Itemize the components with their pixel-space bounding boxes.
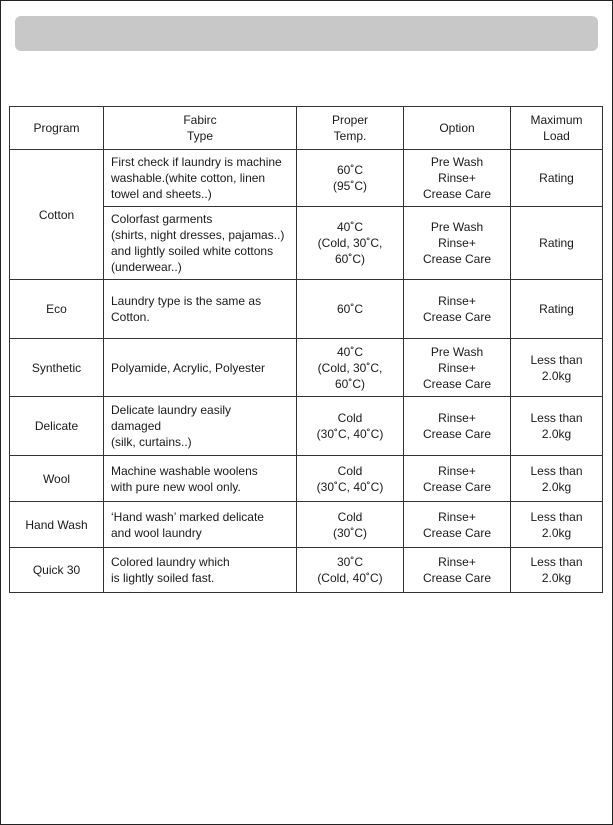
program-cell: Wool [10,456,104,502]
header-option: Option [404,107,511,150]
program-cell: Synthetic [10,339,104,397]
fabric-cell: Machine washable woolens with pure new wool only. [104,456,297,502]
load-cell: Rating [511,207,603,280]
temp-cell: Cold (30˚C, 40˚C) [297,456,404,502]
header-bar [15,16,598,51]
load-cell: Less than 2.0kg [511,456,603,502]
header-program: Program [10,107,104,150]
option-cell: Pre Wash Rinse+ Crease Care [404,150,511,207]
fabric-cell: Delicate laundry easily damaged (silk, curtains..) [104,397,297,456]
load-cell: Less than 2.0kg [511,502,603,548]
option-cell: Rinse+ Crease Care [404,456,511,502]
option-cell: Rinse+ Crease Care [404,548,511,593]
temp-cell: 30˚C (Cold, 40˚C) [297,548,404,593]
load-cell: Less than 2.0kg [511,339,603,397]
fabric-cell: Polyamide, Acrylic, Polyester [104,339,297,397]
table-row [10,280,603,339]
table-row [10,502,603,548]
fabric-cell: Laundry type is the same as Cotton. [104,280,297,339]
fabric-cell: First check if laundry is machine washable.(white cotton, linen towel and sheets..) [104,150,297,207]
load-cell: Less than 2.0kg [511,397,603,456]
option-cell: Pre Wash Rinse+ Crease Care [404,207,511,280]
load-cell: Less than 2.0kg [511,548,603,593]
temp-cell: Cold (30˚C) [297,502,404,548]
temp-cell: 60˚C [297,280,404,339]
table-row [10,150,603,207]
option-cell: Pre Wash Rinse+ Crease Care [404,339,511,397]
load-cell: Rating [511,150,603,207]
temp-cell: 40˚C (Cold, 30˚C, 60˚C) [297,339,404,397]
option-cell: Rinse+ Crease Care [404,280,511,339]
temp-cell: Cold (30˚C, 40˚C) [297,397,404,456]
temp-cell: 40˚C (Cold, 30˚C, 60˚C) [297,207,404,280]
program-cell: Delicate [10,397,104,456]
table-row [10,548,603,593]
table-row [10,397,603,456]
fabric-cell: Colorfast garments (shirts, night dresses, pajamas..) and lightly soiled white cottons (underwear..) [104,207,297,280]
program-cell: Quick 30 [10,548,104,593]
wash-program-table [9,106,603,593]
header-maximum-load: Maximum Load [511,107,603,150]
table-row [10,339,603,397]
table-row [10,456,603,502]
fabric-cell: Colored laundry which is lightly soiled fast. [104,548,297,593]
option-cell: Rinse+ Crease Care [404,502,511,548]
program-cell: Cotton [10,150,104,280]
fabric-cell: ‘Hand wash’ marked delicate and wool laundry [104,502,297,548]
load-cell: Rating [511,280,603,339]
temp-cell: 60˚C (95˚C) [297,150,404,207]
header-proper-temp: Proper Temp. [297,107,404,150]
header-fabric-type: Fabirc Type [104,107,297,150]
program-cell: Hand Wash [10,502,104,548]
option-cell: Rinse+ Crease Care [404,397,511,456]
program-cell: Eco [10,280,104,339]
header-row [10,107,603,150]
